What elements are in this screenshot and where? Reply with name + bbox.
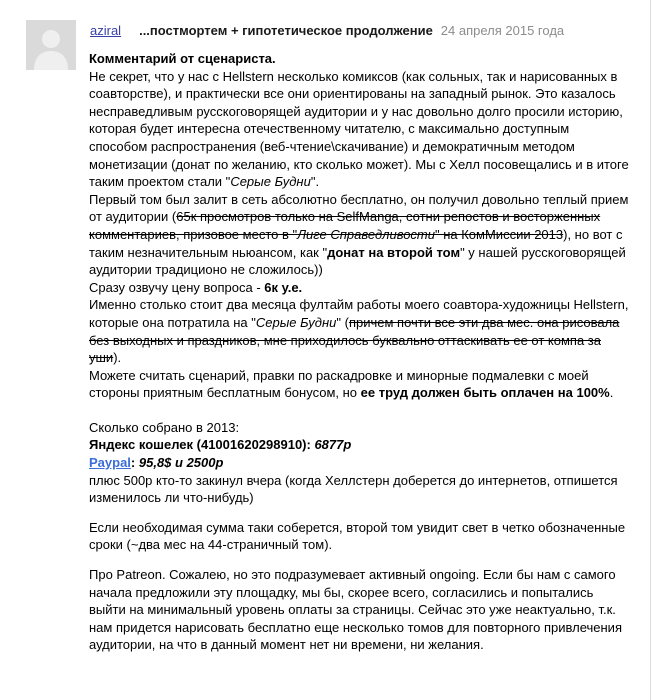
yandex-wallet: Яндекс кошелек (41001620298910): 6877р bbox=[89, 437, 352, 453]
paragraph-patreon: Про Patreon. Сожалею, но это подразумевает активный ongoing. Если бы нам с самого начала предложили эту площадку, мы бы, скорее всего, согласились и попытались выйти на минимальный уровень оплаты за страницы. Сейчас это уже неактуально, т.к. нам придется нарисовать бесплатно еще несколько томов для повторного привлечения аудитории, на что в данный момент нет ни времени, ни желания. bbox=[89, 567, 622, 653]
default-user-avatar-icon bbox=[26, 20, 76, 70]
collected-label: Сколько собрано в 2013: bbox=[89, 419, 240, 435]
paragraph-bonus: Можете считать сценарий, правки по раскадровке и минорные подмалевки с моей стороны приятным бесплатным бонусом, но ее труд должен быть оплачен на 100%. bbox=[89, 367, 614, 401]
username-link[interactable]: aziral bbox=[90, 23, 122, 38]
comment-heading: Комментарий от сценариста. bbox=[89, 51, 276, 66]
paragraph-price: Сразу озвучу цену вопроса - 6к у.е. bbox=[89, 279, 303, 295]
strikethrough-note: причем почти все эти два мес. она рисовала без выходных и праздников, мне приходилось буквально оттаскивать ее от компа за уши bbox=[89, 314, 620, 366]
strikethrough-stats: 65к просмотров только на SelfManga, сотни репостов и восторженных комментариев, призовое место в "Лиге Справедливости" на КомМиссии 2013 bbox=[89, 209, 601, 242]
paragraph-intro: Не секрет, что у нас с Hellstern несколько комиксов (как сольных, так и нарисованных в соавторстве), и практически все они ориентированы на западный рынок. Это казалось несправедливым русскоговорящей аудитории и у нас довольно долго просили историю, которая будет интересна отечественному читателю, с максимально доступным способом распространения (веб-чтение\скачивание) и демократичным методом монетизации (донат по желанию, кто сколько может). Мы с Хелл посовещались и в итоге таким проектом стали "Серые Будни". bbox=[89, 68, 629, 190]
paragraph-first-volume: Первый том был залит в сеть абсолютно бесплатно, он получил довольно теплый прием от аудитории (65к просмотров только на SelfManga, сотни репостов и восторженных комментариев, призовое место в "Лиге Справедливости" на КомМиссии 2013), но вот с таким незначительным ньюансом, как "донат на второй том" у нашей русскоговорящей аудитории традиционо не сложилось)) bbox=[89, 191, 629, 278]
paypal-line: Paypal: 95,8$ и 2500р bbox=[89, 455, 224, 471]
paypal-link[interactable]: Paypal bbox=[89, 455, 131, 471]
post-title: ...постмортем + гипотетическое продолжение bbox=[139, 23, 433, 38]
comment-date: 24 апреля 2015 года bbox=[440, 23, 565, 38]
paragraph-deadline: Если необходимая сумма таки соберется, второй том увидит свет в четко обозначенные сроки (~два мес на 44-страничный том). bbox=[89, 519, 626, 553]
comment-body bbox=[89, 50, 629, 654]
avatar[interactable] bbox=[26, 20, 76, 70]
paragraph-artist-work: Именно столько стоит два месяца фултайм работы моего соавтора-художницы Hellstern, которые она потратила на "Серые Будни" (причем почти все эти два мес. она рисовала без выходных и праздников, мне приходилось буквально оттаскивать ее от компа за уши). bbox=[89, 297, 629, 366]
comment-header bbox=[90, 23, 564, 39]
paragraph-plus: плюс 500р кто-то закинул вчера (когда Хеллстерн доберется до интернетов, отпишется изменилось ли что-нибудь) bbox=[89, 472, 618, 506]
